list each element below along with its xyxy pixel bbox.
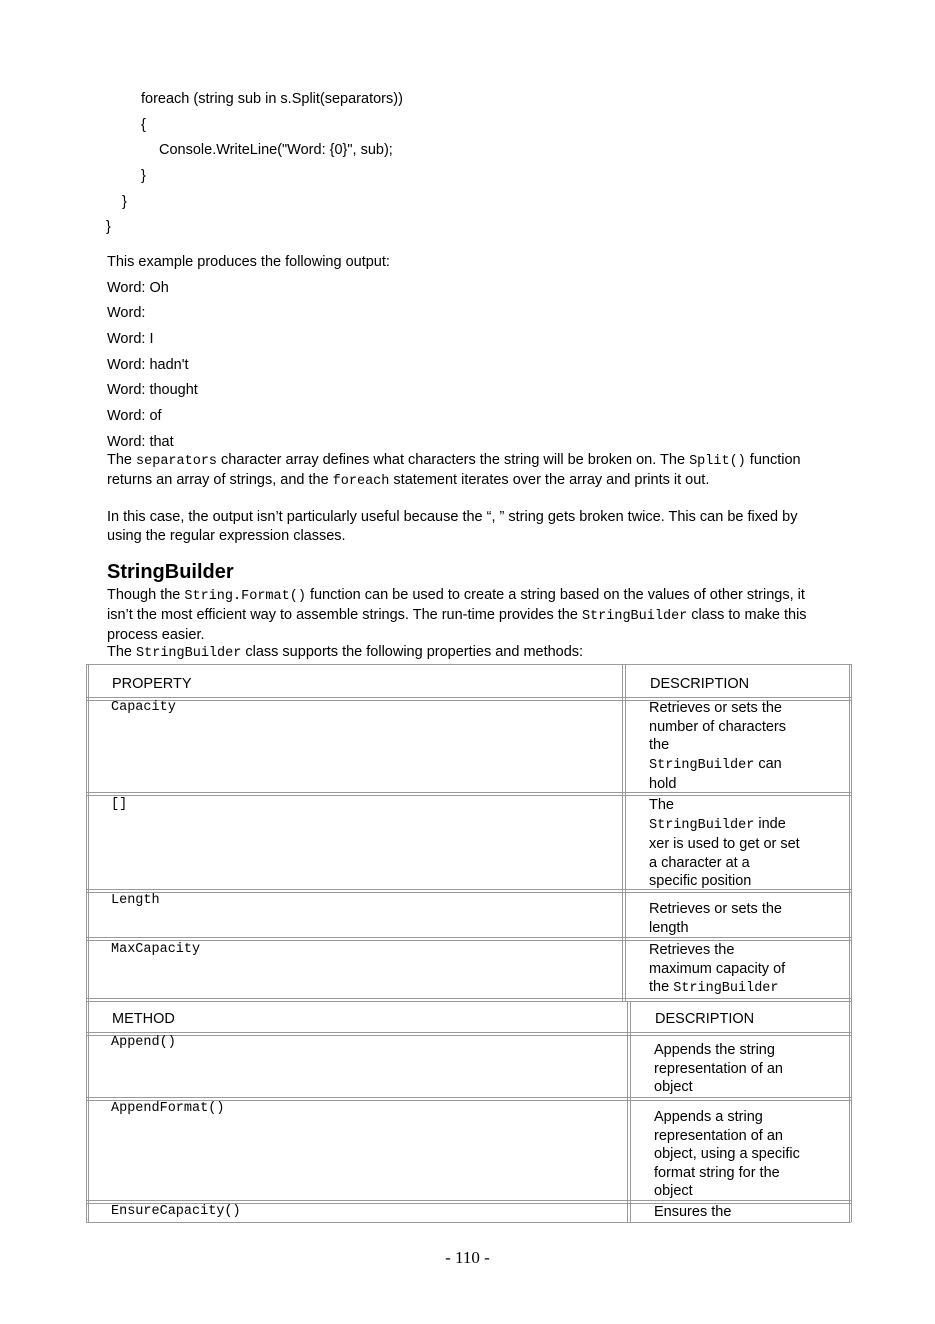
output-line: Word: hadn't (107, 357, 189, 373)
property-name-length: Length (111, 893, 160, 908)
property-desc-indexer: The StringBuilder inde xer is used to get or set a character at a specific position (649, 797, 800, 889)
paragraph-output-note: In this case, the output isn’t particularly useful because the “, ” string gets broken twice. This can be fixed by using the regular expression classes. (107, 509, 798, 544)
method-description-header: DESCRIPTION (655, 1011, 755, 1027)
property-desc-capacity: Retrieves or sets the number of characters the StringBuilder can hold (649, 700, 787, 792)
description-header: DESCRIPTION (650, 676, 750, 692)
method-name-append: Append() (111, 1035, 176, 1050)
method-name-ensurecapacity: EnsureCapacity() (111, 1204, 241, 1219)
code-line-2: { (141, 117, 146, 133)
paragraph-stringbuilder-intro: Though the String.Format() function can be used to create a string based on the values of other strings, it isn’t the most efficient way to assemble strings. The run-time provides the StringBuilder class to make this process easier. (107, 587, 807, 643)
code-line-6: } (106, 219, 111, 235)
output-intro: This example produces the following output: (107, 254, 390, 270)
code-stringbuilder: StringBuilder (649, 757, 755, 773)
method-desc-append: Appends the string representation of an object (654, 1042, 783, 1095)
output-line: Word: thought (107, 382, 198, 398)
property-name-maxcapacity: MaxCapacity (111, 942, 201, 957)
property-header: PROPERTY (112, 676, 192, 692)
code-line-3: Console.WriteLine("Word: {0}", sub); (159, 142, 393, 158)
section-heading: StringBuilder (107, 561, 234, 583)
method-desc-appendformat: Appends a string representation of an object, using a specific format string for the object (654, 1109, 800, 1199)
method-name-appendformat: AppendFormat() (111, 1101, 225, 1116)
output-line: Word: I (107, 331, 154, 347)
page-number: - 110 - (445, 1248, 490, 1267)
code-line-1: foreach (string sub in s.Split(separators)) (141, 91, 403, 107)
output-line: Word: that (107, 434, 174, 450)
output-line: Word: (107, 305, 146, 321)
property-name-indexer: [] (111, 797, 128, 812)
code-line-5: } (122, 194, 127, 210)
property-desc-maxcapacity: Retrieves the maximum capacity of the StringBuilder (649, 942, 786, 996)
property-desc-length: Retrieves or sets the length (649, 901, 782, 936)
paragraph-separators: The separators character array defines what characters the string will be broken on. The Split() function returns an array of strings, and the foreach statement iterates over the array and prints it out. (107, 452, 801, 489)
paragraph-supports: The StringBuilder class supports the following properties and methods: (107, 644, 584, 661)
method-header: METHOD (112, 1011, 175, 1027)
output-line: Word: of (107, 408, 162, 424)
output-line: Word: Oh (107, 280, 169, 296)
method-desc-ensurecapacity: Ensures the (654, 1204, 732, 1220)
property-name-capacity: Capacity (111, 700, 176, 715)
code-line-4: } (141, 168, 146, 184)
